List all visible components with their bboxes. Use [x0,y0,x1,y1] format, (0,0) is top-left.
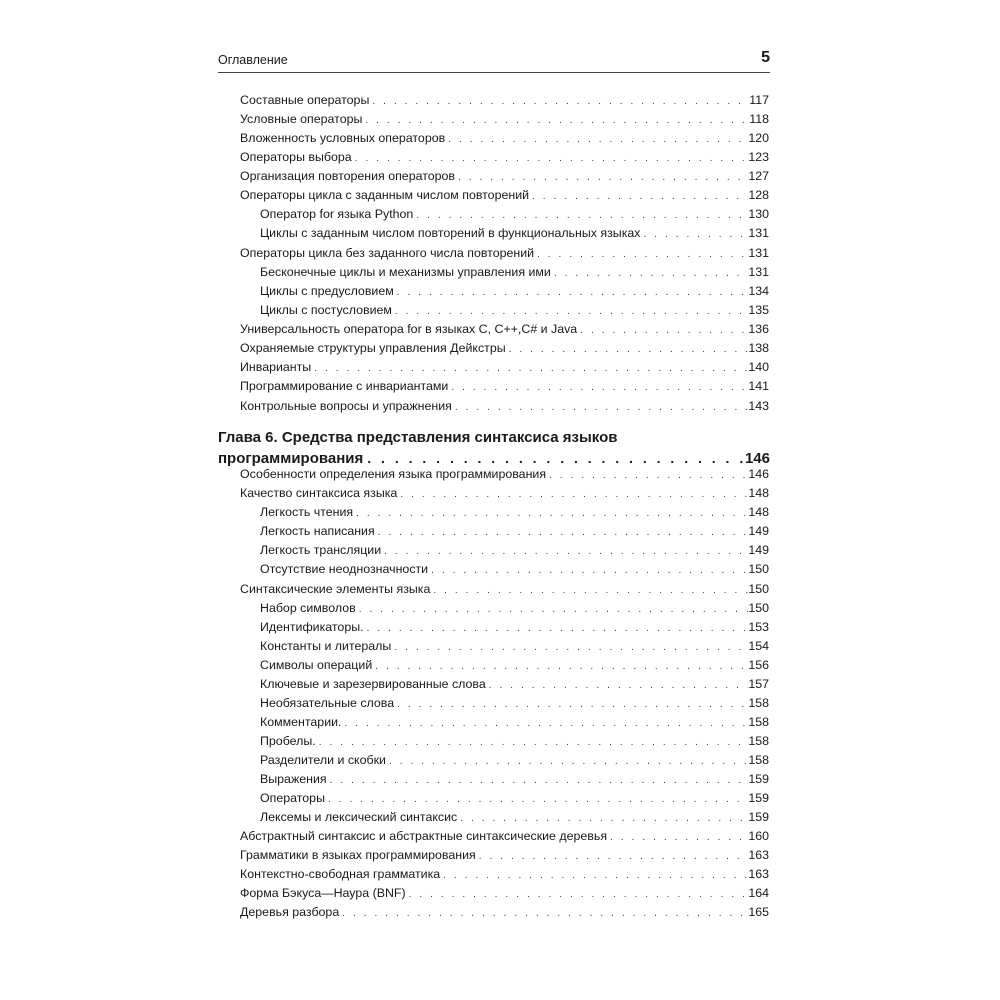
toc-entry-page: 160 [748,829,769,843]
toc-entry-title: Разделители и скобки [260,753,386,767]
toc-entry-title: Циклы с заданным числом повторений в функциональных языках [260,226,641,240]
toc-entry-title: Операторы выбора [240,150,352,164]
toc-entry-title: Набор символов [260,601,356,615]
toc-subentry [260,713,769,731]
toc-entry-title: Охраняемые структуры управления Дейкстры [240,341,506,355]
dot-leader [397,486,748,504]
toc-entry [240,903,769,921]
dot-leader [529,188,748,206]
toc-entry [240,129,769,147]
dot-leader [356,601,749,619]
toc-entry-title: Качество синтаксиса языка [240,486,398,500]
dot-leader [440,867,748,885]
toc-entry-title: Комментарии. [260,715,342,729]
toc-entry [240,377,769,395]
toc-subentry [260,656,769,674]
toc-entry [240,846,769,864]
toc-subentry [260,789,769,807]
dot-leader [430,582,748,600]
dot-leader [448,379,748,397]
toc-subentry [260,808,769,826]
toc-subentry [260,675,769,693]
dot-leader [372,658,748,676]
toc-entry-title: Форма Бэкуса—Наура (BNF) [240,886,406,900]
dot-leader [325,791,748,809]
toc-entry-page: 150 [748,582,769,596]
toc-subentry [260,751,769,769]
toc-entry-page: 159 [748,791,769,805]
toc-entry-page: 163 [748,848,769,862]
toc-entry [240,110,769,128]
toc-entry-title: Символы операций [260,658,373,672]
chapter-title-line1: Глава 6. Средства представления синтаксиса языков [218,429,618,446]
toc-entry-page: 150 [748,601,769,615]
dot-leader [406,886,749,904]
toc-entry-page: 159 [748,772,769,786]
toc-subentry [260,560,769,578]
toc-entry-page: 138 [748,341,769,355]
toc-entry-title: Универсальность оператора for в языках C, C++,C# и Java [240,322,578,336]
dot-leader [392,303,748,321]
toc-entry [240,865,769,883]
toc-entry-page: 163 [748,867,769,881]
chapter-title-line2: программирования [218,450,364,467]
toc-entry [240,148,769,166]
toc-entry-page: 154 [748,639,769,653]
dot-leader [386,753,748,771]
toc-entry-title: Операторы цикла с заданным числом повторений [240,188,530,202]
toc-entry-page: 128 [748,188,769,202]
dot-leader [375,524,749,542]
dot-leader [391,639,748,657]
toc-entry-title: Необязательные слова [260,696,395,710]
toc-entry-title: Программирование с инвариантами [240,379,449,393]
toc-entry-title: Контекстно-свободная грамматика [240,867,441,881]
dot-leader [428,562,748,580]
dot-leader [316,734,749,752]
toc-subentry [260,263,769,281]
toc-entry-title: Грамматики в языках программирования [240,848,476,862]
dot-leader [476,848,749,866]
toc-entry-page: 148 [748,486,769,500]
toc-subentry [260,541,769,559]
dot-leader [369,93,749,111]
toc-entry-title: Абстрактный синтаксис и абстрактные синтаксические деревья [240,829,608,843]
toc-entry-title: Легкость написания [260,524,375,538]
dot-leader [362,112,749,130]
toc-entry-page: 164 [748,886,769,900]
dot-leader [311,360,748,378]
toc-entry-page: 135 [748,303,769,317]
toc-entry-title: Особенности определения языка программирования [240,467,547,481]
toc-entry-page: 123 [748,150,769,164]
chapter-page-number: 146 [744,450,770,467]
dot-leader [452,399,748,417]
toc-entry-page: 143 [748,399,769,413]
toc-entry-title: Инварианты [240,360,312,374]
toc-entry-title: Составные операторы [240,93,370,107]
toc-subentry [260,522,769,540]
toc-entry [240,397,769,415]
dot-leader [455,169,748,187]
toc-entry-page: 149 [748,524,769,538]
toc-entry-title: Циклы с предусловием [260,284,394,298]
toc-subentry [260,637,769,655]
toc-subentry [260,770,769,788]
toc-entry-title: Идентификаторы. [260,620,364,634]
toc-entry-title: Бесконечные циклы и механизмы управления ими [260,265,551,279]
dot-leader [551,265,748,283]
toc-subentry [260,301,769,319]
dot-leader [341,715,748,733]
toc-entry-title: Выражения [260,772,327,786]
toc-entry-page: 156 [748,658,769,672]
toc-entry-title: Лексемы и лексический синтаксис [260,810,458,824]
toc-entry-page: 120 [748,131,769,145]
toc-subentry [260,694,769,712]
toc-entry-page: 130 [748,207,769,221]
toc-entry-title: Циклы с постусловием [260,303,392,317]
toc-entry-title: Легкость чтения [260,505,354,519]
toc-entry-page: 134 [748,284,769,298]
toc-entry-page: 158 [748,753,769,767]
dot-leader [445,131,748,149]
toc-entry-page: 141 [748,379,769,393]
toc-entry [240,465,769,483]
toc-subentry [260,205,769,223]
toc-entry [240,339,769,357]
toc-entry [240,827,769,845]
toc-subentry [260,618,769,636]
toc-subentry [260,732,769,750]
dot-leader [577,322,748,340]
dot-leader [364,620,749,638]
toc-subentry [260,224,769,242]
toc-entry-page: 159 [748,810,769,824]
toc-entry-page: 158 [748,734,769,748]
toc-entry-title: Деревья разбора [240,905,340,919]
header-page-number: 5 [761,49,770,66]
toc-entry [240,167,769,185]
toc-entry-page: 140 [748,360,769,374]
toc-entry-page: 149 [748,543,769,557]
toc-entry-page: 157 [748,677,769,691]
dot-leader [353,505,748,523]
toc-entry [240,320,769,338]
toc-subentry [260,282,769,300]
toc-entry [240,580,769,598]
chapter-heading [218,428,770,468]
toc-entry [240,358,769,376]
toc-entry-page: 158 [748,715,769,729]
toc-entry-title: Легкость трансляции [260,543,382,557]
toc-entry-page: 118 [749,112,769,126]
dot-leader [327,772,749,790]
toc-entry [240,186,769,204]
toc-entry-page: 153 [748,620,769,634]
toc-entry-title: Операторы [260,791,325,805]
toc-entry-page: 148 [748,505,769,519]
toc-entry-page: 117 [749,93,769,107]
toc-entry-page: 146 [748,467,769,481]
toc-entry-page: 136 [748,322,769,336]
toc-entry-page: 131 [748,226,769,240]
dot-leader [381,543,748,561]
toc-entry-title: Оператор for языка Python [260,207,414,221]
dot-leader [413,207,748,225]
toc-entry-page: 131 [748,265,769,279]
dot-leader [486,677,749,695]
toc-entry-title: Организация повторения операторов [240,169,456,183]
toc-entry [240,884,769,902]
dot-leader [394,696,748,714]
dot-leader [457,810,748,828]
toc-entry-title: Контрольные вопросы и упражнения [240,399,452,413]
toc-subentry [260,599,769,617]
dot-leader [352,150,749,168]
running-header [218,50,770,73]
dot-leader [640,226,748,244]
toc-entry [240,91,769,109]
toc-entry-page: 127 [748,169,769,183]
header-title: Оглавление [218,53,288,67]
dot-leader [607,829,748,847]
dot-leader [339,905,748,923]
toc-entry-title: Константы и литералы [260,639,392,653]
toc-entry-title: Пробелы. [260,734,316,748]
dot-leader [394,284,749,302]
toc-entry-title: Операторы цикла без заданного числа повторений [240,246,535,260]
toc-entry-page: 150 [748,562,769,576]
toc-entry [240,484,769,502]
toc-entry-title: Ключевые и зарезервированные слова [260,677,486,691]
toc-entry-title: Вложенность условных операторов [240,131,446,145]
toc-subentry [260,503,769,521]
toc-entry-title: Отсутствие неоднозначности [260,562,429,576]
toc-entry [240,244,769,262]
dot-leader [534,246,748,264]
toc-entry-title: Условные операторы [240,112,363,126]
toc-entry-page: 165 [748,905,769,919]
toc-entry-page: 131 [748,246,769,260]
toc-entry-page: 158 [748,696,769,710]
dot-leader [506,341,749,359]
toc-entry-title: Синтаксические элементы языка [240,582,431,596]
dot-leader [546,467,748,485]
